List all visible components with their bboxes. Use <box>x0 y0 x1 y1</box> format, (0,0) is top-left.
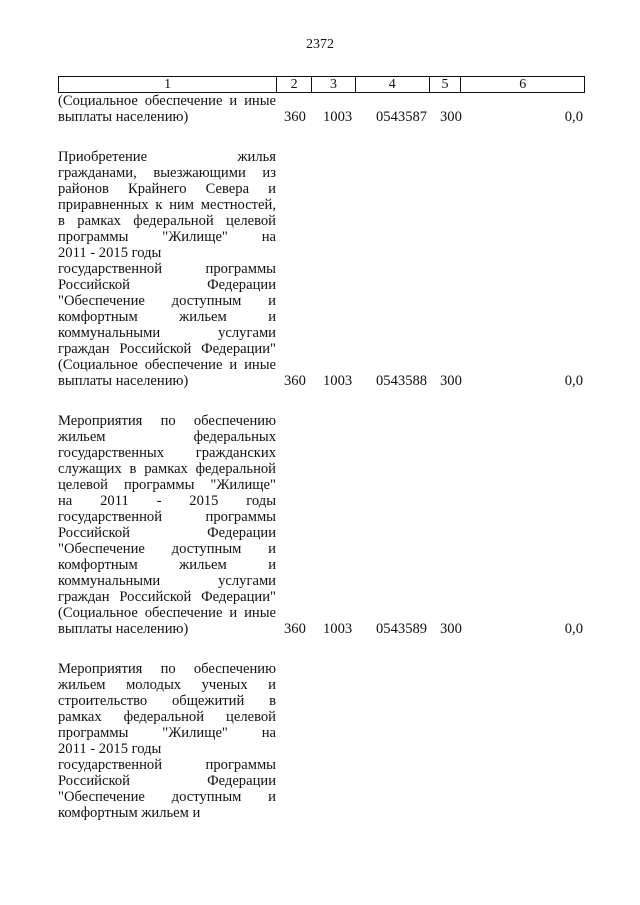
row-description-line: "Обеспечение доступным и <box>58 541 276 557</box>
row-description-line: Приобретение жилья <box>58 149 276 165</box>
row-description-line: граждан Российской Федерации" <box>58 589 276 605</box>
row-description-line: гражданами, выезжающими из <box>58 165 276 181</box>
page-number: 2372 <box>306 37 334 52</box>
table-row <box>58 149 585 389</box>
table-body <box>58 93 585 821</box>
header-col-5: 5 <box>429 77 461 92</box>
row-description-line: государственной программы <box>58 757 276 773</box>
row-values <box>58 373 585 389</box>
table-header <box>58 76 585 93</box>
row-expense-type: 300 <box>440 109 462 125</box>
row-description-line: целевой программы "Жилище" <box>58 477 276 493</box>
header-col-4: 4 <box>355 77 429 92</box>
row-description-line: на 2011 - 2015 годы <box>58 493 276 509</box>
row-description-line: Российской Федерации <box>58 773 276 789</box>
row-amount: 0,0 <box>564 621 583 637</box>
header-col-2: 2 <box>276 77 311 92</box>
row-description-line: приравненных к ним местностей, <box>58 197 276 213</box>
row-description-line: комфортным жильем и <box>58 309 276 325</box>
row-target-article: 0543588 <box>376 373 428 389</box>
row-amount: 0,0 <box>564 109 583 125</box>
row-description-line: (Социальное обеспечение и иные <box>58 605 276 621</box>
row-description-line: программы "Жилище" на <box>58 725 276 741</box>
row-description-line: комфортным жильем и <box>58 805 201 821</box>
row-description-line: коммунальными услугами <box>58 325 276 341</box>
row-description-line: "Обеспечение доступным и <box>58 789 276 805</box>
row-description-line: выплаты населению) <box>58 109 189 125</box>
row-subsection: 1003 <box>323 373 353 389</box>
row-description-line: Мероприятия по обеспечению <box>58 661 276 677</box>
row-description-line: государственной программы <box>58 509 276 525</box>
row-description-line: государственной программы <box>58 261 276 277</box>
row-description-line: выплаты населению) <box>58 621 189 637</box>
row-subsection: 1003 <box>323 621 353 637</box>
row-description-line: строительство общежитий в <box>58 693 276 709</box>
row-values <box>58 621 585 637</box>
header-col-6: 6 <box>460 77 584 92</box>
table-row <box>58 93 585 125</box>
row-description-line: служащих в рамках федеральной <box>58 461 276 477</box>
row-description-line: коммунальными услугами <box>58 573 276 589</box>
row-description-line: рамках федеральной целевой <box>58 709 276 725</box>
row-description-line: в рамках федеральной целевой <box>58 213 276 229</box>
row-description-line: "Обеспечение доступным и <box>58 293 276 309</box>
row-description-line: государственных гражданских <box>58 445 276 461</box>
row-description-line: граждан Российской Федерации" <box>58 341 276 357</box>
row-description <box>58 661 276 821</box>
row-description-line: комфортным жильем и <box>58 557 276 573</box>
row-description-line: Российской Федерации <box>58 525 276 541</box>
row-description <box>58 149 276 389</box>
row-description-line: жильем федеральных <box>58 429 276 445</box>
row-description-line: (Социальное обеспечение и иные <box>58 357 276 373</box>
row-target-article: 0543589 <box>376 621 428 637</box>
row-description-line: (Социальное обеспечение и иные <box>58 93 276 109</box>
row-description-line: 2011 - 2015 годы <box>58 741 162 757</box>
row-section: 360 <box>284 621 306 637</box>
row-expense-type: 300 <box>440 373 462 389</box>
header-col-3: 3 <box>311 77 355 92</box>
row-values <box>58 109 585 125</box>
row-section: 360 <box>284 373 306 389</box>
row-description-line: 2011 - 2015 годы <box>58 245 162 261</box>
table-row <box>58 661 585 821</box>
row-description-line: Российской Федерации <box>58 277 276 293</box>
table-row <box>58 413 585 637</box>
header-col-1: 1 <box>164 77 172 92</box>
row-description-line: программы "Жилище" на <box>58 229 276 245</box>
row-description-line: Мероприятия по обеспечению <box>58 413 276 429</box>
row-subsection: 1003 <box>323 109 353 125</box>
row-section: 360 <box>284 109 306 125</box>
row-description-line: жильем молодых ученых и <box>58 677 276 693</box>
row-expense-type: 300 <box>440 621 462 637</box>
row-amount: 0,0 <box>564 373 583 389</box>
row-description-line: районов Крайнего Севера и <box>58 181 276 197</box>
row-description <box>58 413 276 637</box>
row-description-line: выплаты населению) <box>58 373 189 389</box>
row-target-article: 0543587 <box>376 109 428 125</box>
